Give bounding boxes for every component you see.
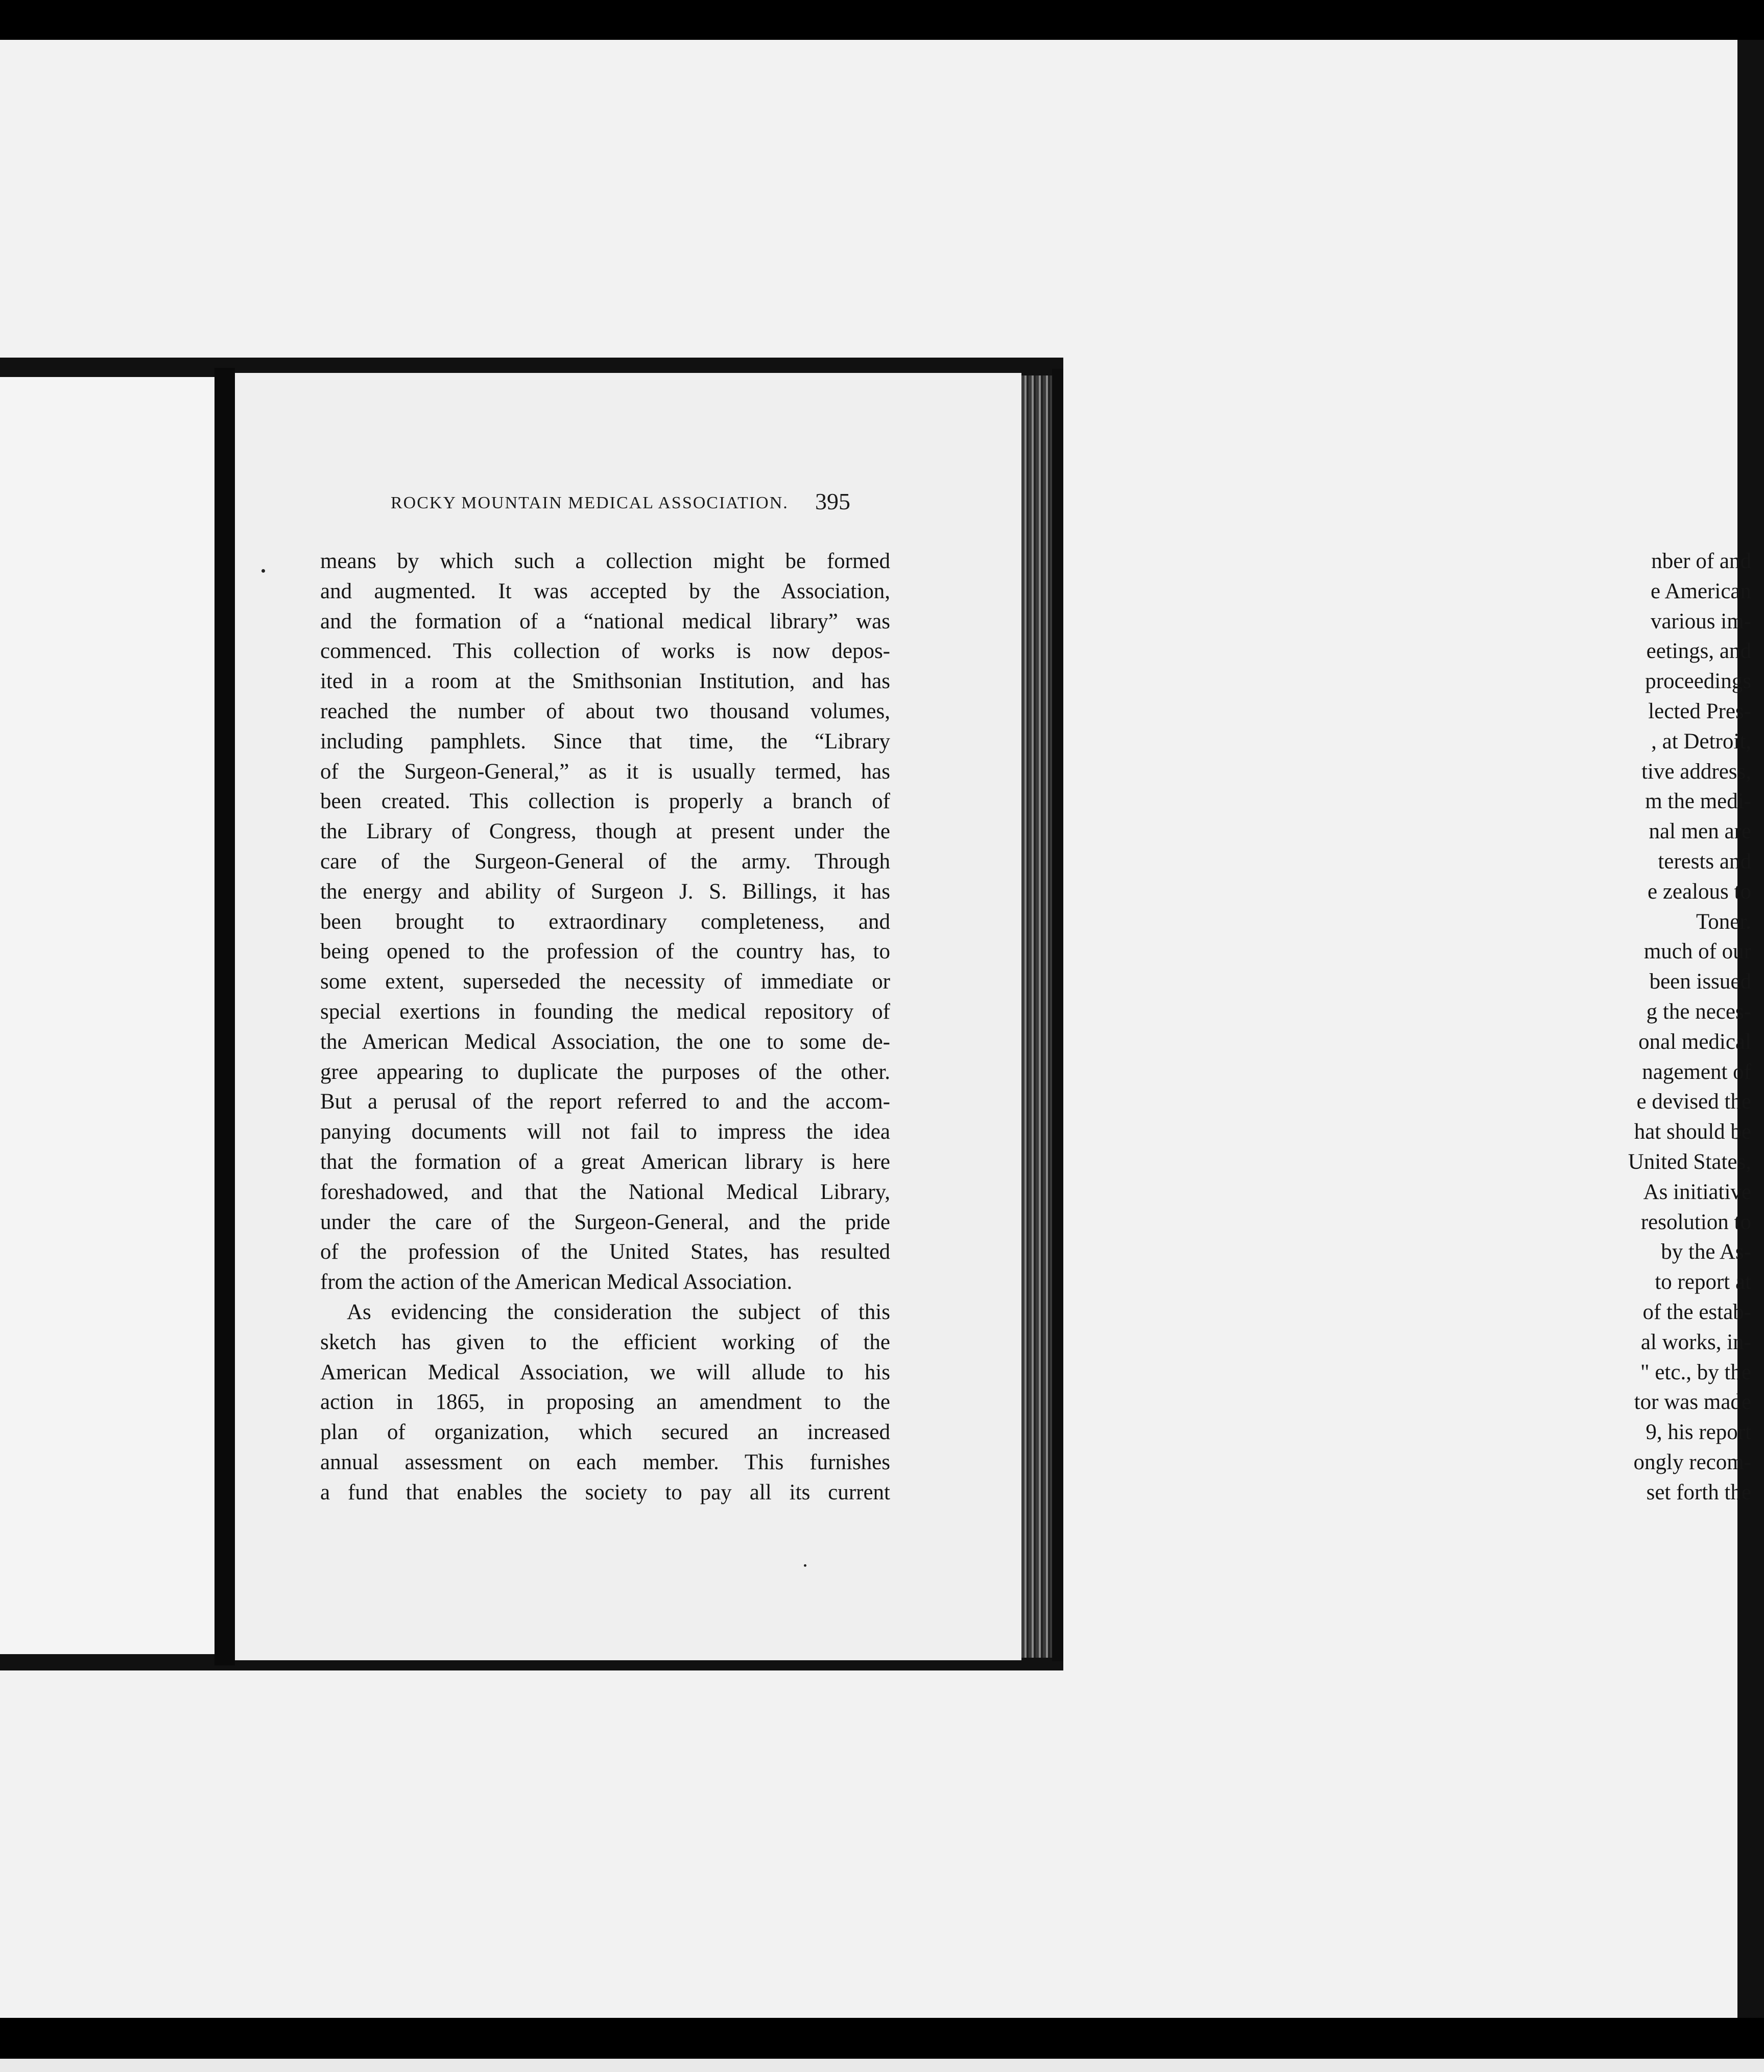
text-line: commenced. This collection of works is now depos-: [320, 639, 890, 664]
text-line: of the profession of the United States, has resulted: [320, 1240, 890, 1264]
text-line: the Library of Congress, though at present under the: [320, 819, 890, 844]
text-line: including pamphlets. Since that time, the “Library: [320, 729, 890, 754]
left-line: e devised the: [1636, 1090, 1751, 1114]
right-page-text: [320, 547, 890, 1508]
left-line: proceedings: [1645, 669, 1751, 694]
text-line: annual assessment on each member. This furnishes: [320, 1450, 890, 1474]
left-line: g the neces-: [1646, 999, 1751, 1024]
text-line: that the formation of a great American library is here: [320, 1149, 890, 1174]
left-page-text: [1241, 547, 1751, 1508]
text-line: foreshadowed, and that the National Medical Library,: [320, 1180, 890, 1204]
text-line: ited in a room at the Smithsonian Institution, and has: [320, 669, 890, 694]
left-line: onal medical: [1638, 1029, 1751, 1054]
left-line: Toner.: [1696, 909, 1751, 934]
left-line: m the medi-: [1645, 789, 1751, 814]
left-line: e American: [1651, 579, 1751, 603]
left-line: United States,: [1628, 1149, 1751, 1174]
paragraph-first-line: As evidencing the consideration the subject of this: [347, 1300, 890, 1324]
text-line: plan of organization, which secured an increased: [320, 1420, 890, 1445]
bottom-frame-edge: [0, 2059, 1764, 2072]
text-line: been created. This collection is properly a branch of: [320, 789, 890, 814]
left-line: lected Pres-: [1648, 699, 1751, 723]
left-line: set forth the: [1646, 1480, 1751, 1504]
top-frame-border: [0, 0, 1764, 40]
left-line: ongly recom-: [1633, 1450, 1751, 1474]
left-line: various im-: [1650, 609, 1751, 633]
text-line: been brought to extraordinary completeness, and: [320, 909, 890, 934]
text-line: reached the number of about two thousand volumes,: [320, 699, 890, 723]
left-page: [0, 377, 214, 1654]
text-line: some extent, superseded the necessity of immediate or: [320, 970, 890, 994]
left-line: hat should be: [1634, 1120, 1751, 1144]
running-head: ROCKY MOUNTAIN MEDICAL ASSOCIATION.: [391, 493, 789, 512]
text-line: a fund that enables the society to pay all its current: [320, 1480, 890, 1504]
left-line: nal men are: [1649, 819, 1751, 844]
text-line: sketch has given to the efficient working of the: [320, 1330, 890, 1354]
left-line: by the As-: [1661, 1240, 1751, 1264]
text-line: American Medical Association, we will allude to his: [320, 1360, 890, 1384]
left-line: , at Detroit,: [1651, 729, 1751, 754]
page-edges: [1021, 375, 1052, 1658]
left-line: e zealous to: [1648, 879, 1751, 904]
left-line: nber of and: [1651, 549, 1751, 573]
text-line: the energy and ability of Surgeon J. S. Billings, it has: [320, 879, 890, 904]
left-line: tor was made: [1634, 1390, 1751, 1415]
text-line: care of the Surgeon-General of the army. Through: [320, 849, 890, 874]
text-line: But a perusal of the report referred to and the accom-: [320, 1090, 890, 1114]
ink-speck: [804, 1564, 806, 1567]
text-line: action in 1865, in proposing an amendment to the: [320, 1390, 890, 1415]
text-line: under the care of the Surgeon-General, and the pride: [320, 1210, 890, 1234]
left-line: to report at: [1655, 1270, 1751, 1294]
text-line: of the Surgeon-General,” as it is usually termed, has: [320, 759, 890, 784]
left-line: 9, his report: [1646, 1420, 1751, 1445]
left-line: resolution to: [1640, 1210, 1751, 1234]
paragraph-end-line: from the action of the American Medical Association.: [320, 1270, 793, 1294]
text-line: gree appearing to duplicate the purposes of the other.: [320, 1059, 890, 1084]
left-line: eetings, and: [1646, 639, 1751, 664]
left-line: As initiative: [1643, 1180, 1751, 1204]
text-line: panying documents will not fail to impress the idea: [320, 1120, 890, 1144]
text-line: special exertions in founding the medical repository of: [320, 999, 890, 1024]
left-line: of the estab-: [1642, 1300, 1751, 1324]
page-number: 395: [815, 488, 850, 514]
left-line: much of our: [1643, 939, 1751, 964]
left-line: " etc., by the: [1640, 1360, 1751, 1384]
text-line: means by which such a collection might be formed: [320, 549, 890, 573]
book-gutter: [214, 368, 235, 1665]
text-line: and augmented. It was accepted by the Association,: [320, 579, 890, 603]
left-line: been issued: [1649, 970, 1751, 994]
left-line: tive address,: [1641, 759, 1751, 784]
text-line: the American Medical Association, the one to some de-: [320, 1029, 890, 1054]
left-line: al works, in-: [1640, 1330, 1751, 1354]
left-line: nagement of: [1642, 1059, 1751, 1084]
text-line: and the formation of a “national medical library” was: [320, 609, 890, 633]
text-line: being opened to the profession of the country has, to: [320, 939, 890, 964]
back-cover-edge: [1052, 369, 1063, 1661]
ink-speck: [261, 569, 265, 573]
left-line: terests and: [1658, 849, 1751, 874]
